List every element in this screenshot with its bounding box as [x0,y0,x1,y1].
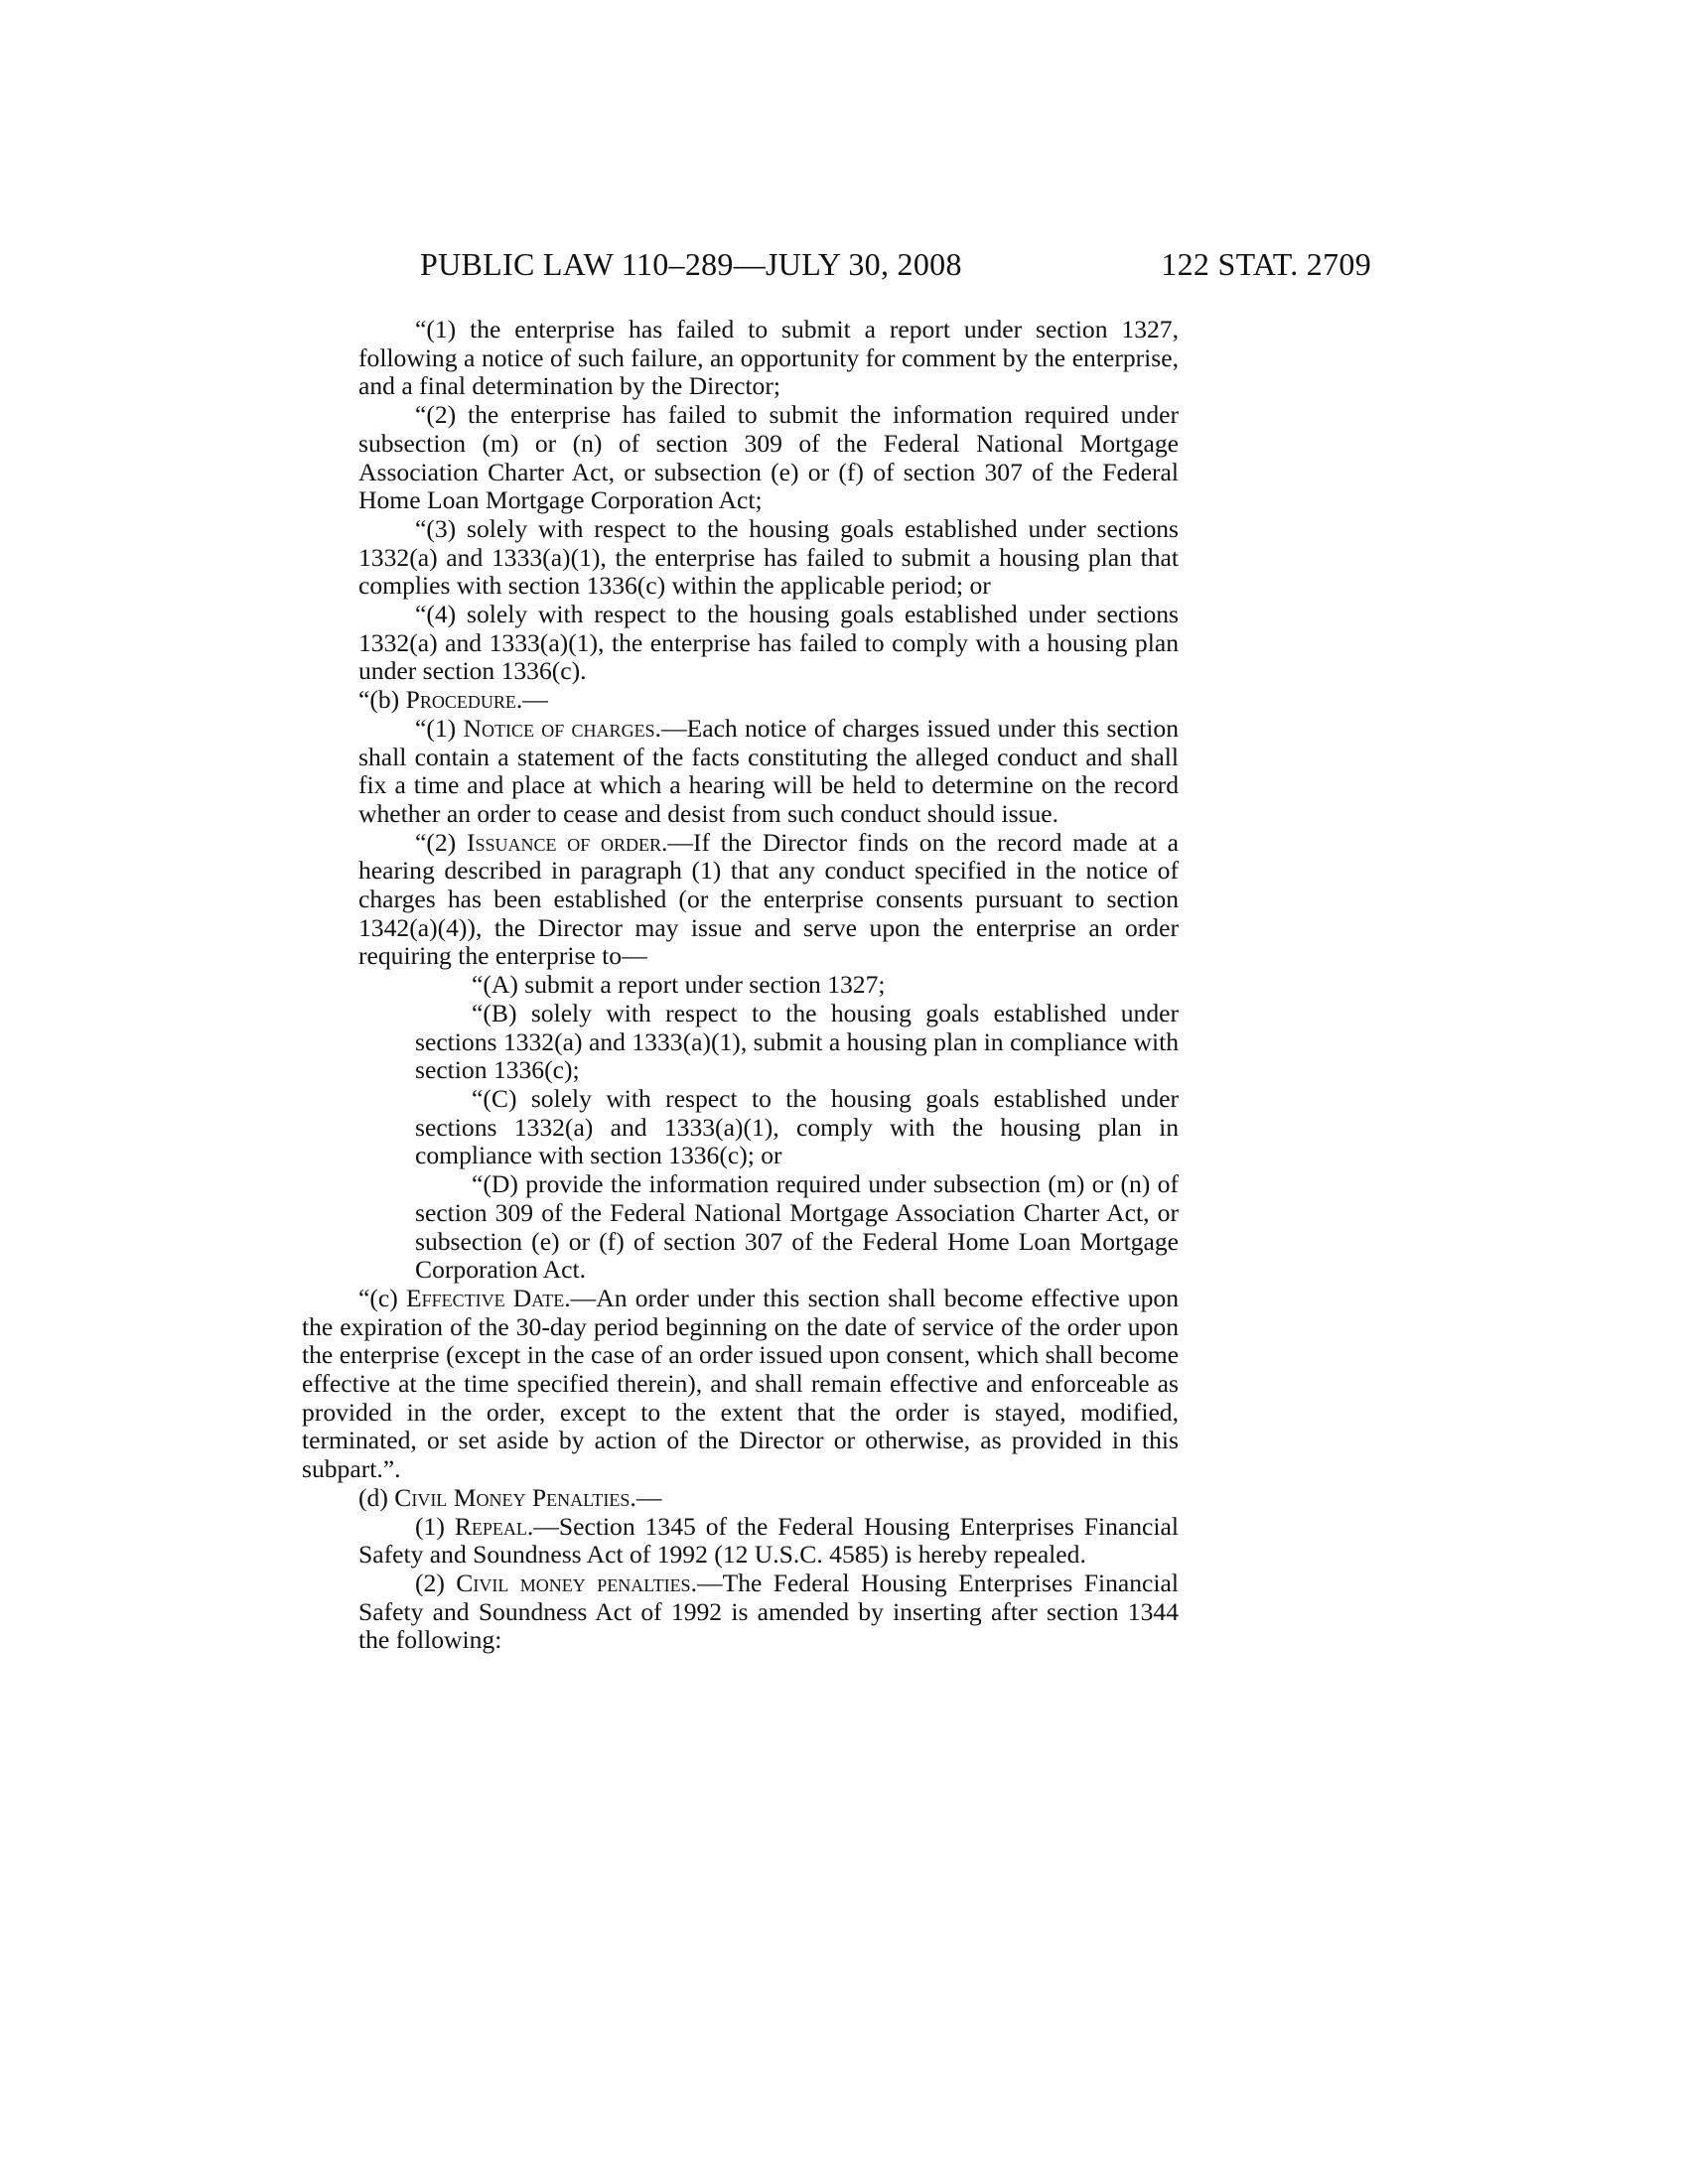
paragraph-a3: “(3) solely with respect to the housing goals established under sections 1332(a) and 1333(a)(1), the enterprise has failed to submit a housing plan that complies with section 1336(c) within the applicable period; or [358,513,1179,601]
prefix: “(2) [415,827,467,857]
prefix: (2) [415,1568,457,1597]
heading: Civil Money Penalties [394,1482,631,1512]
clause-b-B: “(B) solely with respect to the housing goals established under sections 1332(a) and 1333(a)(1), submit a housing plan in compliance with section 1336(c); [415,998,1179,1085]
text: .—Each notice of charges issued under this section shall contain a statement of the facts constituting the alleged conduct and shall fix a time and place at which a hearing will be held to determine on the record whether an order to cease and desist from such conduct should issue. [358,713,1180,828]
subsection-d-heading [302,1484,1179,1513]
prefix: “(1) [415,713,464,743]
heading: Civil money penalties [456,1568,691,1597]
heading: Issuance of order [466,827,662,857]
paragraph-a2: “(2) the enterprise has failed to submit the information required under subsection (m) or (n) of section 309 of the Federal National Mortgage Association Charter Act, or subsection (e) or (f) of section 307 of the Federal Home Loan Mortgage Corporation Act; [358,400,1179,515]
text: .—Section 1345 of the Federal Housing Enterprises Financial Safety and Soundness Act of 1992 (12 U.S.C. 4585) is hereby repealed. [358,1511,1179,1570]
clause-b-D: “(D) provide the information required under subsection (m) or (n) of section 309 of the Federal National Mortgage Association Charter Act, or subsection (e) or (f) of section 307 of the Federal Home Loan Mortgage Corporation Act. [415,1169,1179,1285]
prefix: (d) [358,1482,395,1512]
paragraph-a4: “(4) solely with respect to the housing goals established under sections 1332(a) and 1333(a)(1), the enterprise has failed to comply with a housing plan under section 1336(c). [358,600,1179,686]
paragraph-d2 [358,1570,1179,1655]
text: .— [515,685,548,715]
text: .—The Federal Housing Enterprises Financial Safety and Soundness Act of 1992 is amended by inserting after section 1344 the following: [358,1568,1179,1655]
subsection-b-heading [302,686,1179,715]
paragraph-a1: “(1) the enterprise has failed to submit a report under section 1327, following a notice of such failure, an opportunity for comment by the enterprise, and a final determination by the Director; [358,315,1179,401]
paragraph-b1 [358,715,1179,829]
heading: Notice of charges [463,713,655,743]
prefix: “(c) [358,1283,406,1312]
text: .—An order under this section shall become effective upon the expiration of the 30-day period beginning on the date of service of the order upon the enterprise (except in the case of an order issued upon consent, which shall become effective at the time specified therein), and shall remain effective and enforceable as provided in the order, except to the extent that the order is stayed, modified, terminated, or set aside by action of the Director or otherwise, as provided in this subpart.”. [302,1283,1179,1484]
text: .— [630,1482,662,1512]
heading: Effective Date [405,1283,565,1312]
paragraph-d1 [358,1513,1179,1570]
text: .—If the Director finds on the record made at a hearing described in paragraph (1) that any conduct specified in the notice of charges has been established (or the enterprise consents pursuant to section 1342(a)(4)), the Director may issue and serve upon the enterprise an order requiring the enterprise to— [358,827,1179,971]
document-body [302,316,1179,1655]
clause-b-C: “(C) solely with respect to the housing goals established under sections 1332(a) and 1333(a)(1), comply with the housing plan in compliance with section 1336(c); or [415,1083,1179,1170]
paragraph-b2 [358,829,1179,972]
prefix: (1) [415,1511,455,1541]
page-header [420,244,1371,284]
clause-b-A: “(A) submit a report under section 1327; [472,970,886,1000]
subsection-c [302,1285,1179,1484]
heading: Repeal [454,1511,527,1541]
law-title: PUBLIC LAW 110–289—JULY 30, 2008 [420,246,962,282]
page-number: 122 STAT. 2709 [1161,246,1371,282]
heading: Procedure [405,685,516,715]
prefix: “(b) [358,685,406,715]
